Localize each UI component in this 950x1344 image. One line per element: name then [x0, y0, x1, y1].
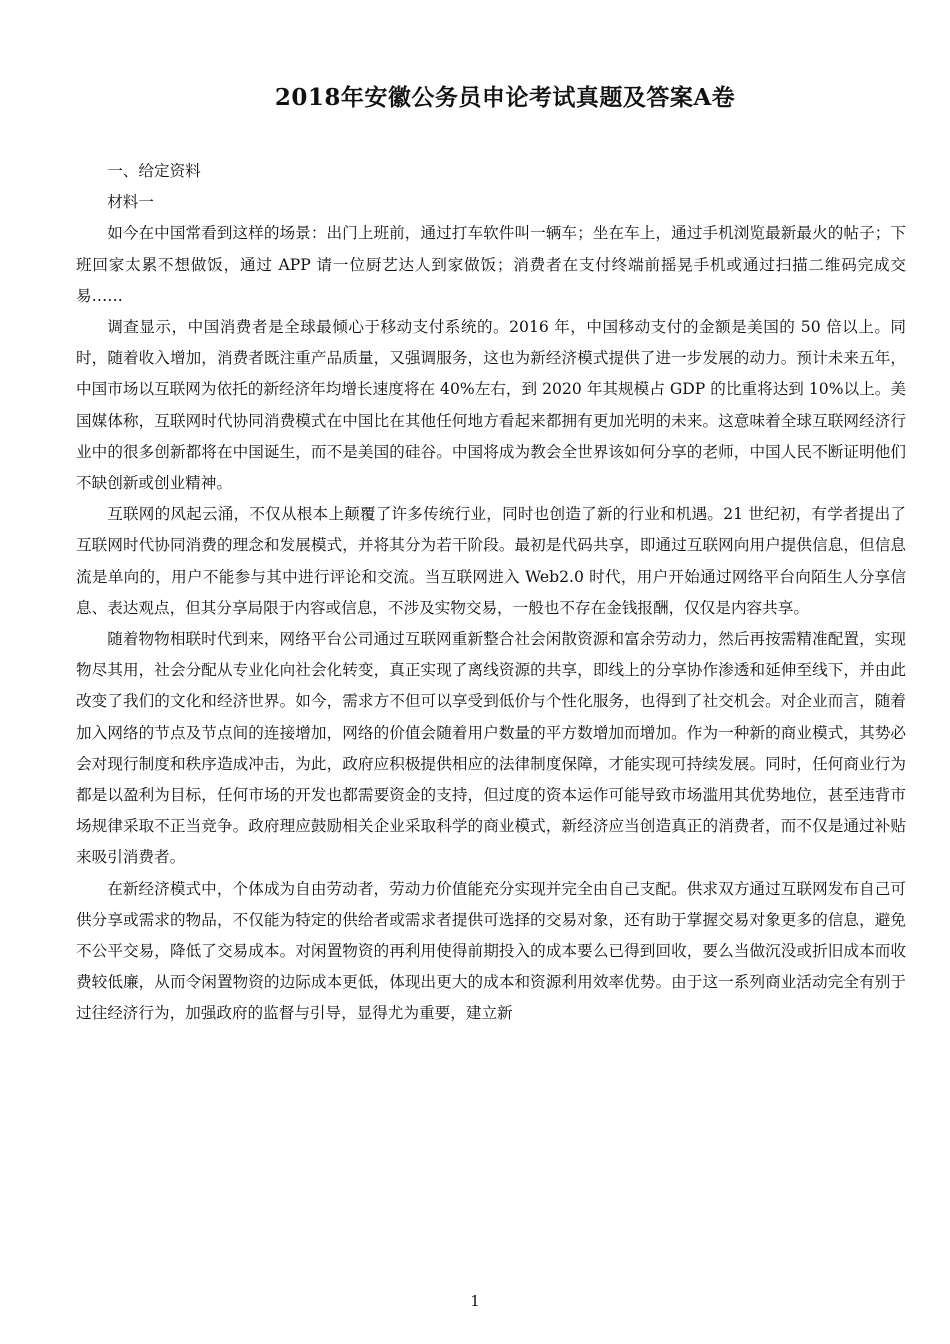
document-body: [76, 156, 906, 1030]
paragraph: 随着物物相联时代到来，网络平台公司通过互联网重新整合社会闲散资源和富余劳动力，然后再按需精准配置，实现物尽其用，社会分配从专业化向社会化转变，真正实现了离线资源的共享，即线上的分享协作渗透和延伸至线下，并由此改变了我们的文化和经济世界。如今，需求方不但可以享受到低价与个性化服务，也得到了社交机会。对企业而言，随着加入网络的节点及节点间的连接增加，网络的价值会随着用户数量的平方数增加而增加。作为一种新的商业模式，其势必会对现行制度和秩序造成冲击，为此，政府应积极提供相应的法律制度保障，才能实现可持续发展。同时，任何商业行为都是以盈利为目标，任何市场的开发也都需要资金的支持，但过度的资本运作可能导致市场滥用其优势地位，甚至违背市场规律采取不正当竞争。政府理应鼓励相关企业采取科学的商业模式，新经济应当创造真正的消费者，而不仅是通过补贴来吸引消费者。: [76, 630, 906, 867]
paragraph: 如今在中国常看到这样的场景：出门上班前，通过打车软件叫一辆车；坐在车上，通过手机浏览最新最火的帖子；下班回家太累不想做饭，通过 APP 请一位厨艺达人到家做饭；消费者在支付终端前摇晃手机或通过扫描二维码完成交易……: [76, 224, 906, 305]
paragraph: 调查显示，中国消费者是全球最倾心于移动支付系统的。2016 年，中国移动支付的金额是美国的 50 倍以上。同时，随着收入增加，消费者既注重产品质量，又强调服务，这也为新经济模式提供了进一步发展的动力。预计未来五年，中国市场以互联网为依托的新经济年均增长速度将在 40%左右，到 2020 年其规模占 GDP 的比重将达到 10%以上。美国媒体称，互联网时代协同消费模式在中国比在其他任何地方看起来都拥有更加光明的未来。这意味着全球互联网经济行业中的很多创新都将在中国诞生，而不是美国的硅谷。中国将成为教会全世界该如何分享的老师，中国人民不断证明他们不缺创新或创业精神。: [76, 318, 906, 493]
material-heading: 材料一: [107, 193, 154, 212]
section-heading: 一、给定资料: [107, 162, 201, 180]
paragraph: 互联网的风起云涌，不仅从根本上颠覆了许多传统行业，同时也创造了新的行业和机遇。21 世纪初，有学者提出了互联网时代协同消费的理念和发展模式，并将其分为若干阶段。最初是代码共享，即通过互联网向用户提供信息，但信息流是单向的，用户不能参与其中进行评论和交流。当互联网进入 Web2.0 时代，用户开始通过网络平台向陌生人分享信息、表达观点，但其分享局限于内容或信息，不涉及实物交易，一般也不存在金钱报酬，仅仅是内容共享。: [76, 505, 906, 617]
page-number: 1: [470, 1292, 480, 1310]
paragraph: 在新经济模式中，个体成为自由劳动者，劳动力价值能充分实现并完全由自己支配。供求双方通过互联网发布自己可供分享或需求的物品，不仅能为特定的供给者或需求者提供可选择的交易对象，还有助于掌握交易对象更多的信息，避免不公平交易，降低了交易成本。对闲置物资的再利用使得前期投入的成本要么已得到回收，要么当做沉没或折旧成本而收费较低廉，从而令闲置物资的边际成本更低，体现出更大的成本和资源利用效率优势。由于这一系列商业活动完全有别于过往经济行为，加强政府的监督与引导，显得尤为重要，建立新: [76, 879, 906, 1023]
document-title: 2018年安徽公务员申论考试真题及答案A卷: [274, 84, 736, 111]
